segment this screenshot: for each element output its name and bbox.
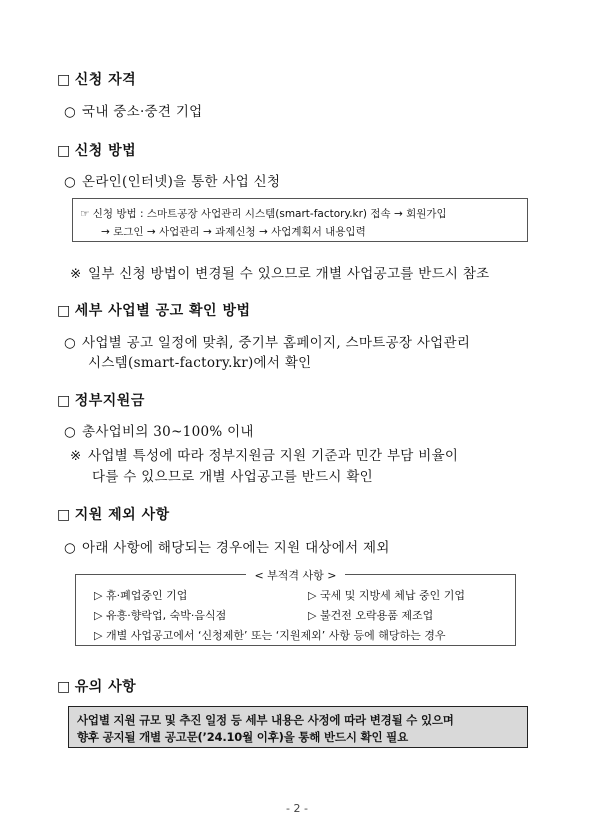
notice-box: [68, 706, 528, 748]
method-text: 온라인(인터넷)을 통한 사업 신청: [82, 174, 281, 190]
ineligible-item: ▷ 휴·폐업중인 기업: [94, 589, 188, 602]
subsidy-item: [64, 420, 254, 440]
notice-line-1: 사업별 지원 규모 및 추진 일정 등 세부 내용은 사정에 따라 변경될 수 있으며: [77, 713, 454, 727]
circle-bullet-icon: ○: [64, 174, 77, 190]
announcement-text-2: 시스템(smart-factory.kr)에서 확인: [88, 355, 312, 371]
method-item: [64, 170, 280, 190]
ineligible-box-title: < 부적격 사항 >: [76, 567, 515, 583]
circle-bullet-icon: ○: [64, 335, 77, 351]
method-note-text: 일부 신청 방법이 변경될 수 있으므로 개별 사업공고를 반드시 참조: [88, 266, 490, 282]
checkbox-square-icon: □: [57, 393, 71, 409]
checkbox-square-icon: □: [57, 303, 71, 319]
section-title: 세부 사업별 공고 확인 방법: [74, 303, 251, 319]
circle-bullet-icon: ○: [64, 540, 77, 556]
ineligible-item: ▷ 개별 사업공고에서 ‘신청제한’ 또는 ‘지원제외’ 사항 등에 해당하는 경우: [94, 629, 446, 642]
method-steps-box: [72, 198, 528, 242]
section-title: 정부지원금: [74, 393, 145, 409]
method-steps-line-1: ☞ 신청 방법 : 스마트공장 사업관리 시스템(smart-factory.kr) 접속 → 회원가입: [80, 208, 447, 220]
announcement-text-1: 사업별 공고 일정에 맞춰, 중기부 홈페이지, 스마트공장 사업관리: [82, 335, 471, 351]
section-eligibility-heading: [57, 69, 136, 89]
circle-bullet-icon: ○: [64, 104, 77, 120]
exclusion-text: 아래 사항에 해당되는 경우에는 지원 대상에서 제외: [82, 540, 390, 556]
circle-bullet-icon: ○: [64, 424, 77, 440]
section-title: 지원 제외 사항: [74, 507, 170, 523]
announcement-item: [64, 331, 470, 351]
section-notes-heading: [57, 676, 136, 696]
section-title: 유의 사항: [74, 679, 137, 695]
note-mark-icon: ※: [70, 448, 82, 464]
subsidy-note: [70, 444, 458, 464]
checkbox-square-icon: □: [57, 679, 71, 695]
checkbox-square-icon: □: [57, 143, 71, 159]
eligibility-item: [64, 100, 203, 120]
page-number: - 2 -: [286, 802, 308, 815]
ineligible-items-box: [75, 569, 516, 646]
method-note: [70, 262, 490, 282]
subsidy-note-text-1: 사업별 특성에 따라 정부지원금 지원 기준과 민간 부담 비율이: [88, 448, 459, 464]
eligibility-text: 국내 중소·중견 기업: [82, 104, 203, 120]
section-title: 신청 방법: [74, 143, 137, 159]
exclusion-item: [64, 536, 390, 556]
checkbox-square-icon: □: [57, 507, 71, 523]
section-method-heading: [57, 140, 136, 160]
section-title: 신청 자격: [74, 72, 137, 88]
section-subsidy-heading: [57, 390, 145, 410]
method-steps-line-2: → 로그인 → 사업관리 → 과제신청 → 사업계획서 내용입력: [101, 226, 366, 238]
subsidy-note-text-2: 다를 수 있으므로 개별 사업공고를 반드시 확인: [92, 469, 374, 485]
subsidy-text: 총사업비의 30~100% 이내: [82, 424, 254, 440]
notice-line-2: 향후 공지될 개별 공고문(’24.10월 이후)을 통해 반드시 확인 필요: [77, 730, 408, 744]
checkbox-square-icon: □: [57, 72, 71, 88]
ineligible-item: ▷ 불건전 오락용품 제조업: [308, 609, 434, 622]
ineligible-item: ▷ 유흥·향락업, 숙박·음식점: [94, 609, 227, 622]
section-announcement-heading: [57, 300, 251, 320]
note-mark-icon: ※: [70, 266, 82, 282]
ineligible-item: ▷ 국세 및 지방세 체납 중인 기업: [308, 589, 465, 602]
section-exclusion-heading: [57, 504, 170, 524]
